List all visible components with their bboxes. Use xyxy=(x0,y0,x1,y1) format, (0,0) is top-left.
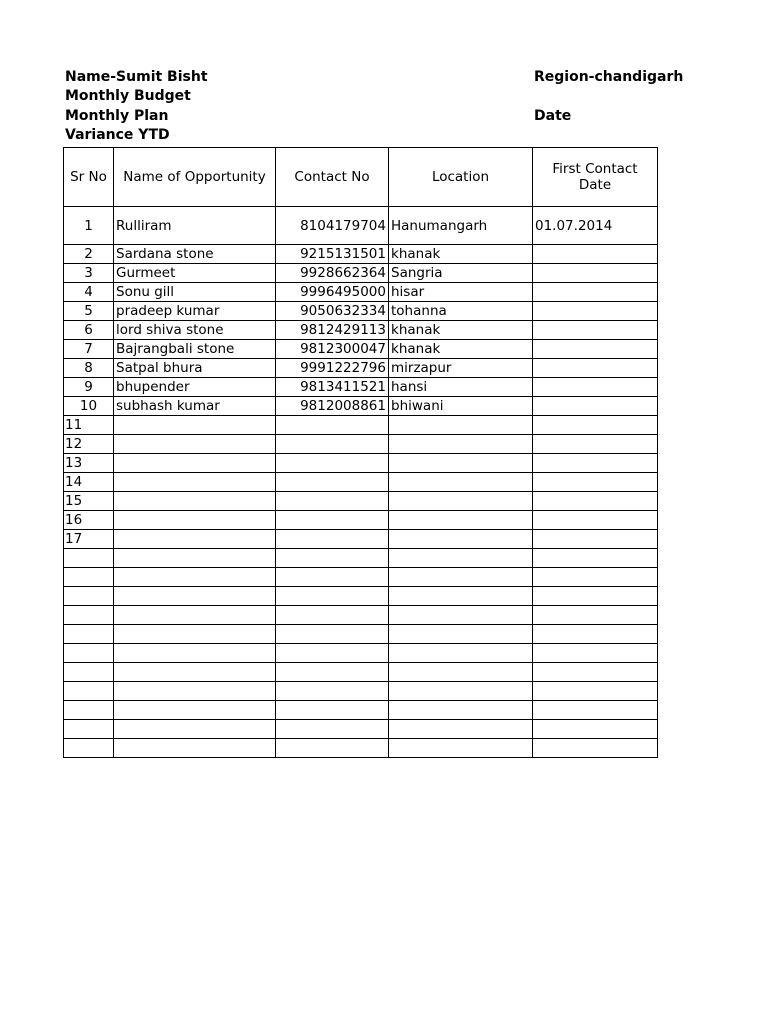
cell-location[interactable] xyxy=(389,720,533,739)
cell-location[interactable] xyxy=(389,644,533,663)
cell-location[interactable] xyxy=(389,701,533,720)
cell-location[interactable] xyxy=(389,587,533,606)
cell-opportunity-name[interactable] xyxy=(114,701,276,720)
cell-first-contact-date[interactable] xyxy=(533,492,658,511)
cell-opportunity-name[interactable] xyxy=(114,663,276,682)
cell-opportunity-name[interactable]: lord shiva stone xyxy=(114,321,276,340)
cell-opportunity-name[interactable] xyxy=(114,492,276,511)
cell-sr-no[interactable]: 6 xyxy=(64,321,114,340)
cell-opportunity-name[interactable] xyxy=(114,473,276,492)
table-row xyxy=(64,359,658,378)
cell-sr-no[interactable] xyxy=(64,587,114,606)
cell-first-contact-date[interactable] xyxy=(533,397,658,416)
cell-first-contact-date[interactable] xyxy=(533,644,658,663)
cell-opportunity-name[interactable] xyxy=(114,720,276,739)
cell-opportunity-name[interactable] xyxy=(114,435,276,454)
cell-location[interactable] xyxy=(389,549,533,568)
cell-first-contact-date[interactable] xyxy=(533,625,658,644)
cell-opportunity-name[interactable]: Gurmeet xyxy=(114,264,276,283)
table-row xyxy=(64,701,658,720)
table-row xyxy=(64,682,658,701)
table-row xyxy=(64,625,658,644)
cell-first-contact-date[interactable] xyxy=(533,606,658,625)
cell-location[interactable] xyxy=(389,435,533,454)
cell-sr-no[interactable] xyxy=(64,549,114,568)
cell-sr-no[interactable]: 1 xyxy=(64,207,114,245)
cell-location[interactable] xyxy=(389,606,533,625)
cell-contact-no[interactable]: 9215131501 xyxy=(276,245,389,264)
cell-sr-no[interactable]: 7 xyxy=(64,340,114,359)
cell-contact-no[interactable]: 9812429113 xyxy=(276,321,389,340)
table-body xyxy=(64,207,658,758)
cell-sr-no[interactable] xyxy=(64,739,114,758)
cell-opportunity-name[interactable] xyxy=(114,587,276,606)
cell-location[interactable] xyxy=(389,682,533,701)
column-header-first-contact-date: First Contact Date xyxy=(533,148,658,207)
cell-contact-no[interactable]: 9991222796 xyxy=(276,359,389,378)
cell-location[interactable]: khanak xyxy=(389,340,533,359)
cell-contact-no[interactable] xyxy=(276,644,389,663)
cell-first-contact-date[interactable] xyxy=(533,416,658,435)
cell-contact-no[interactable]: 9928662364 xyxy=(276,264,389,283)
cell-location[interactable]: hansi xyxy=(389,378,533,397)
table-row xyxy=(64,549,658,568)
cell-contact-no[interactable] xyxy=(276,416,389,435)
cell-sr-no[interactable] xyxy=(64,568,114,587)
table-row xyxy=(64,397,658,416)
cell-first-contact-date[interactable] xyxy=(533,473,658,492)
table-row xyxy=(64,720,658,739)
cell-first-contact-date[interactable] xyxy=(533,302,658,321)
date-label: Date xyxy=(534,108,572,124)
cell-contact-no[interactable] xyxy=(276,625,389,644)
cell-sr-no[interactable]: 15 xyxy=(64,492,114,511)
cell-contact-no[interactable] xyxy=(276,549,389,568)
cell-first-contact-date[interactable] xyxy=(533,549,658,568)
region-cell xyxy=(534,68,684,87)
cell-sr-no[interactable]: 3 xyxy=(64,264,114,283)
cell-contact-no[interactable] xyxy=(276,568,389,587)
cell-sr-no[interactable] xyxy=(64,663,114,682)
cell-sr-no[interactable]: 12 xyxy=(64,435,114,454)
cell-opportunity-name[interactable] xyxy=(114,682,276,701)
cell-sr-no[interactable]: 13 xyxy=(64,454,114,473)
monthly-plan-label: Monthly Plan xyxy=(65,108,169,124)
cell-contact-no[interactable]: 9050632334 xyxy=(276,302,389,321)
cell-opportunity-name[interactable] xyxy=(114,511,276,530)
cell-contact-no[interactable] xyxy=(276,739,389,758)
cell-location[interactable]: Hanumangarh xyxy=(389,207,533,245)
cell-opportunity-name[interactable] xyxy=(114,530,276,549)
cell-contact-no[interactable] xyxy=(276,530,389,549)
cell-contact-no[interactable] xyxy=(276,473,389,492)
cell-first-contact-date[interactable] xyxy=(533,283,658,302)
cell-opportunity-name[interactable] xyxy=(114,644,276,663)
table-row xyxy=(64,530,658,549)
column-header-contact: Contact No xyxy=(276,148,389,207)
cell-sr-no[interactable] xyxy=(64,644,114,663)
table-row xyxy=(64,739,658,758)
cell-first-contact-date[interactable] xyxy=(533,245,658,264)
cell-location[interactable]: bhiwani xyxy=(389,397,533,416)
table-row xyxy=(64,663,658,682)
table-row xyxy=(64,606,658,625)
cell-location[interactable] xyxy=(389,416,533,435)
cell-sr-no[interactable] xyxy=(64,682,114,701)
table-row xyxy=(64,416,658,435)
cell-contact-no[interactable]: 8104179704 xyxy=(276,207,389,245)
cell-sr-no[interactable]: 10 xyxy=(64,397,114,416)
cell-first-contact-date[interactable] xyxy=(533,511,658,530)
cell-opportunity-name[interactable] xyxy=(114,454,276,473)
cell-location[interactable]: khanak xyxy=(389,245,533,264)
cell-first-contact-date[interactable] xyxy=(533,663,658,682)
cell-location[interactable] xyxy=(389,530,533,549)
cell-contact-no[interactable] xyxy=(276,454,389,473)
cell-location[interactable]: tohanna xyxy=(389,302,533,321)
cell-contact-no[interactable] xyxy=(276,682,389,701)
cell-location[interactable] xyxy=(389,739,533,758)
cell-contact-no[interactable] xyxy=(276,701,389,720)
cell-contact-no[interactable]: 9812300047 xyxy=(276,340,389,359)
cell-contact-no[interactable]: 9996495000 xyxy=(276,283,389,302)
cell-first-contact-date[interactable] xyxy=(533,435,658,454)
cell-location[interactable]: mirzapur xyxy=(389,359,533,378)
cell-first-contact-date[interactable]: 01.07.2014 xyxy=(533,207,658,245)
cell-contact-no[interactable] xyxy=(276,435,389,454)
employee-name: Name-Sumit Bisht xyxy=(65,69,208,85)
column-header-name: Name of Opportunity xyxy=(114,148,276,207)
table-row xyxy=(64,207,658,245)
cell-sr-no[interactable]: 5 xyxy=(64,302,114,321)
cell-sr-no[interactable]: 9 xyxy=(64,378,114,397)
cell-location[interactable] xyxy=(389,663,533,682)
cell-sr-no[interactable]: 2 xyxy=(64,245,114,264)
table-row xyxy=(64,511,658,530)
cell-sr-no[interactable]: 17 xyxy=(64,530,114,549)
cell-location[interactable] xyxy=(389,454,533,473)
cell-first-contact-date[interactable] xyxy=(533,359,658,378)
table-row xyxy=(64,340,658,359)
cell-sr-no[interactable] xyxy=(64,625,114,644)
table-row xyxy=(64,587,658,606)
cell-sr-no[interactable]: 11 xyxy=(64,416,114,435)
cell-contact-no[interactable] xyxy=(276,492,389,511)
cell-first-contact-date[interactable] xyxy=(533,701,658,720)
cell-opportunity-name[interactable]: Satpal bhura xyxy=(114,359,276,378)
cell-first-contact-date[interactable] xyxy=(533,587,658,606)
cell-opportunity-name[interactable]: pradeep kumar xyxy=(114,302,276,321)
cell-opportunity-name[interactable] xyxy=(114,606,276,625)
cell-first-contact-date[interactable] xyxy=(533,378,658,397)
table-row xyxy=(64,378,658,397)
table-row xyxy=(64,283,658,302)
cell-contact-no[interactable]: 9813411521 xyxy=(276,378,389,397)
cell-opportunity-name[interactable]: Sonu gill xyxy=(114,283,276,302)
cell-opportunity-name[interactable] xyxy=(114,549,276,568)
table-row xyxy=(64,568,658,587)
cell-contact-no[interactable] xyxy=(276,511,389,530)
cell-first-contact-date[interactable] xyxy=(533,739,658,758)
opportunity-table xyxy=(63,147,658,758)
cell-sr-no[interactable]: 4 xyxy=(64,283,114,302)
cell-first-contact-date[interactable] xyxy=(533,682,658,701)
cell-opportunity-name[interactable] xyxy=(114,416,276,435)
column-header-location: Location xyxy=(389,148,533,207)
cell-opportunity-name[interactable] xyxy=(114,739,276,758)
cell-first-contact-date[interactable] xyxy=(533,340,658,359)
cell-location[interactable]: Sangria xyxy=(389,264,533,283)
cell-contact-no[interactable] xyxy=(276,587,389,606)
cell-opportunity-name[interactable]: Bajrangbali stone xyxy=(114,340,276,359)
monthly-budget-label: Monthly Budget xyxy=(65,88,191,104)
table-header-row xyxy=(64,148,658,207)
cell-opportunity-name[interactable] xyxy=(114,625,276,644)
cell-sr-no[interactable]: 8 xyxy=(64,359,114,378)
table-row xyxy=(64,321,658,340)
cell-sr-no[interactable]: 16 xyxy=(64,511,114,530)
cell-opportunity-name[interactable]: subhash kumar xyxy=(114,397,276,416)
cell-opportunity-name[interactable]: bhupender xyxy=(114,378,276,397)
cell-first-contact-date[interactable] xyxy=(533,454,658,473)
table-row xyxy=(64,492,658,511)
table-row xyxy=(64,454,658,473)
cell-sr-no[interactable] xyxy=(64,720,114,739)
cell-location[interactable] xyxy=(389,625,533,644)
table-row xyxy=(64,245,658,264)
cell-location[interactable] xyxy=(389,568,533,587)
region-label: Region-chandigarh xyxy=(534,69,684,85)
cell-contact-no[interactable] xyxy=(276,720,389,739)
cell-location[interactable]: khanak xyxy=(389,321,533,340)
cell-sr-no[interactable] xyxy=(64,701,114,720)
table-row xyxy=(64,302,658,321)
cell-contact-no[interactable] xyxy=(276,663,389,682)
cell-location[interactable] xyxy=(389,511,533,530)
cell-sr-no[interactable] xyxy=(64,606,114,625)
column-header-sr-no: Sr No xyxy=(64,148,114,207)
cell-opportunity-name[interactable] xyxy=(114,568,276,587)
table-row xyxy=(64,644,658,663)
cell-location[interactable] xyxy=(389,473,533,492)
variance-ytd-label: Variance YTD xyxy=(65,127,170,143)
table-row xyxy=(64,264,658,283)
cell-location[interactable]: hisar xyxy=(389,283,533,302)
table-row xyxy=(64,435,658,454)
table-row xyxy=(64,473,658,492)
cell-sr-no[interactable]: 14 xyxy=(64,473,114,492)
cell-first-contact-date[interactable] xyxy=(533,264,658,283)
cell-first-contact-date[interactable] xyxy=(533,568,658,587)
cell-first-contact-date[interactable] xyxy=(533,530,658,549)
cell-opportunity-name[interactable]: Sardana stone xyxy=(114,245,276,264)
cell-first-contact-date[interactable] xyxy=(533,321,658,340)
cell-contact-no[interactable] xyxy=(276,606,389,625)
cell-first-contact-date[interactable] xyxy=(533,720,658,739)
cell-opportunity-name[interactable]: Rulliram xyxy=(114,207,276,245)
cell-contact-no[interactable]: 9812008861 xyxy=(276,397,389,416)
cell-location[interactable] xyxy=(389,492,533,511)
